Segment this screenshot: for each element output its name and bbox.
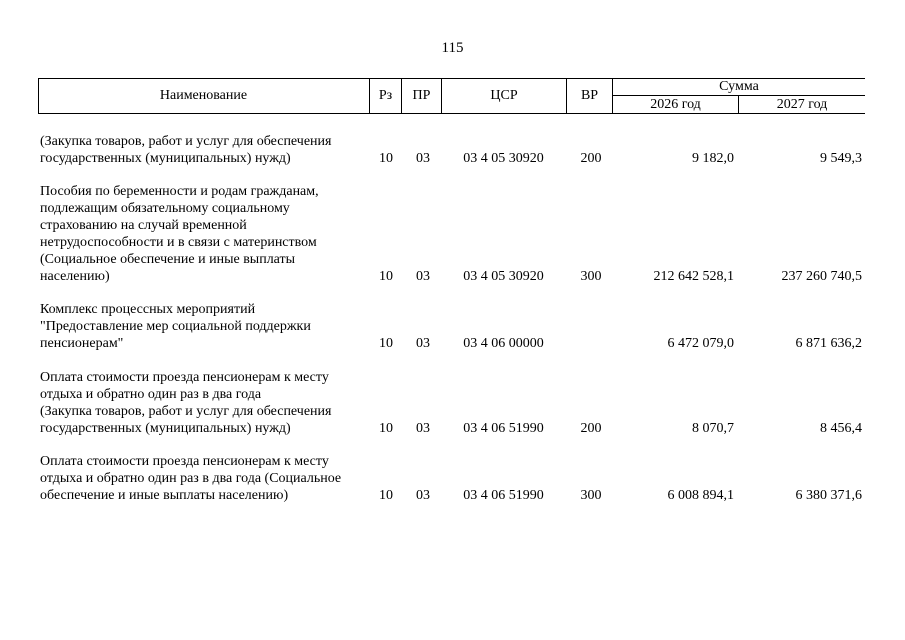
table-row [38,369,865,437]
row-name: Пособия по беременности и родам гражданам, подлежащим обязательному социальному страхованию на случай временной нетрудоспособности и в связи с материнством (Социальное обеспечение и иные выплаты населению) [40,184,319,284]
row-rz: 10 [379,269,393,284]
row-name: Оплата стоимости проезда пенсионерам к месту отдыха и обратно один раз в два года (Социальное обеспечение и иные выплаты населению) [40,454,342,503]
row-sum-2026: 8 070,7 [692,421,734,436]
row-vr: 200 [580,421,602,436]
row-csr: 03 4 05 30920 [463,269,544,284]
table-row [38,183,865,285]
row-csr: 03 4 06 51990 [463,421,544,436]
header-year-2027: 2027 год [776,97,828,112]
row-rz: 10 [379,336,393,351]
row-csr: 03 4 06 51990 [463,488,544,503]
row-sum-2027: 6 380 371,6 [795,488,862,503]
header-bottom-border [38,113,865,114]
header-year-2026: 2026 год [650,97,701,112]
table-row [38,133,865,167]
header-vr: ВР [580,88,599,103]
row-rz: 10 [379,151,393,166]
row-sum-2026: 6 472 079,0 [667,336,734,351]
header-rz: Рз [378,88,393,103]
row-rz: 10 [379,421,393,436]
table-row [38,453,865,504]
row-vr: 300 [580,488,602,503]
row-sum-2027: 6 871 636,2 [795,336,862,351]
row-sum-2026: 6 008 894,1 [667,488,734,503]
table-header [38,78,865,114]
row-name: (Закупка товаров, работ и услуг для обеспечения государственных (муниципальных) нужд) [40,134,332,166]
row-pr: 03 [416,421,430,436]
row-pr: 03 [416,269,430,284]
row-name: Комплекс процессных мероприятий "Предоставление мер социальной поддержки пенсионерам" [40,302,311,351]
row-csr: 03 4 06 00000 [463,336,544,351]
row-csr: 03 4 05 30920 [463,151,544,166]
header-sum: Сумма [719,79,759,94]
row-sum-2027: 237 260 740,5 [781,269,862,284]
row-rz: 10 [379,488,393,503]
page-number: 115 [441,40,464,56]
row-sum-2026: 9 182,0 [692,151,734,166]
row-sum-2027: 8 456,4 [820,421,862,436]
row-name: Оплата стоимости проезда пенсионерам к месту отдыха и обратно один раз в два года (Закупка товаров, работ и услуг для обеспечения государственных (муниципальных) нужд) [40,370,332,436]
row-vr: 300 [580,269,602,284]
header-name: Наименование [159,88,248,103]
row-sum-2027: 9 549,3 [820,151,862,166]
header-pr: ПР [412,88,431,103]
table-row [38,301,865,352]
row-sum-2026: 212 642 528,1 [653,269,734,284]
row-pr: 03 [416,488,430,503]
row-pr: 03 [416,151,430,166]
row-pr: 03 [416,336,430,351]
header-csr: ЦСР [490,88,518,103]
row-vr: 200 [580,151,602,166]
